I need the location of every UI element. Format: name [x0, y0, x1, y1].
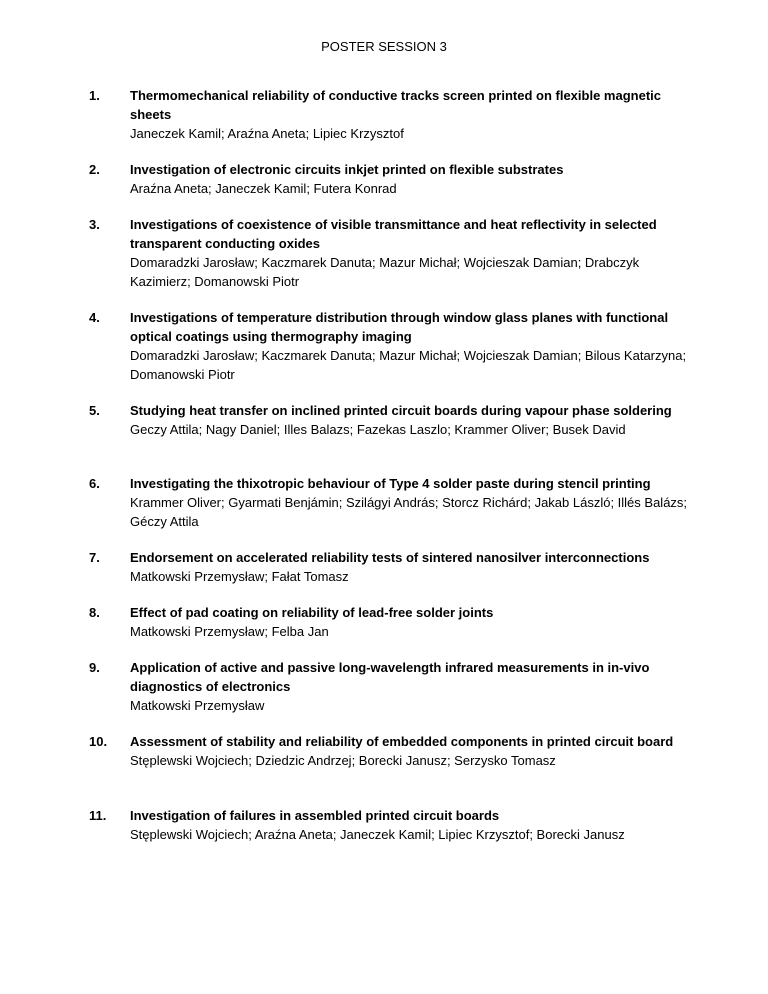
paper-authors: Stęplewski Wojciech; Araźna Aneta; Janeczek Kamil; Lipiec Krzysztof; Borecki Janusz [130, 827, 625, 842]
paper-authors: Krammer Oliver; Gyarmati Benjámin; Szilágyi András; Storcz Richárd; Jakab László; Illés Balázs; Géczy Attila [130, 495, 688, 529]
paper-number: 5. [89, 403, 100, 418]
paper-authors: Stęplewski Wojciech; Dziedzic Andrzej; Borecki Janusz; Serzysko Tomasz [130, 753, 556, 768]
paper-number: 4. [89, 310, 100, 325]
paper-number: 11. [89, 808, 107, 823]
paper-number: 10. [89, 734, 108, 749]
paper-content [130, 603, 690, 641]
paper-title: Assessment of stability and reliability of embedded components in printed circuit board [130, 734, 674, 749]
paper-title: Thermomechanical reliability of conductive tracks screen printed on flexible magnetic sheets [130, 88, 661, 122]
paper-content [130, 474, 690, 531]
paper-authors: Matkowski Przemysław [130, 698, 265, 713]
paper-number: 2. [89, 162, 100, 177]
paper-content [130, 86, 690, 143]
paper-title: Studying heat transfer on inclined printed circuit boards during vapour phase soldering [130, 403, 672, 418]
paper-title: Effect of pad coating on reliability of lead-free solder joints [130, 605, 494, 620]
paper-number: 1. [89, 88, 100, 103]
page-title: POSTER SESSION 3 [321, 39, 447, 54]
paper-title: Investigation of electronic circuits inkjet printed on flexible substrates [130, 162, 564, 177]
paper-content [130, 308, 690, 384]
paper-title: Endorsement on accelerated reliability tests of sintered nanosilver interconnections [130, 550, 650, 565]
paper-authors: Geczy Attila; Nagy Daniel; Illes Balazs; Fazekas Laszlo; Krammer Oliver; Busek David [130, 422, 626, 437]
paper-authors: Matkowski Przemysław; Felba Jan [130, 624, 329, 639]
paper-title: Investigating the thixotropic behaviour of Type 4 solder paste during stencil printing [130, 476, 651, 491]
paper-title: Investigations of coexistence of visible transmittance and heat reflectivity in selected transparent conducting oxides [130, 217, 657, 251]
paper-title: Application of active and passive long-wavelength infrared measurements in in-vivo diagnostics of electronics [130, 660, 650, 694]
paper-number: 6. [89, 476, 100, 491]
paper-content [130, 806, 690, 844]
paper-number: 8. [89, 605, 100, 620]
paper-content [130, 548, 690, 586]
paper-number: 9. [89, 660, 100, 675]
paper-number: 7. [89, 550, 100, 565]
paper-authors: Domaradzki Jarosław; Kaczmarek Danuta; Mazur Michał; Wojcieszak Damian; Bilous Katarzyna; Domanowski Piotr [130, 348, 687, 382]
paper-title: Investigations of temperature distribution through window glass planes with functional optical coatings using thermography imaging [130, 310, 669, 344]
paper-content [130, 658, 690, 715]
paper-title: Investigation of failures in assembled printed circuit boards [130, 808, 500, 823]
paper-number: 3. [89, 217, 100, 232]
paper-content [130, 160, 690, 198]
paper-authors: Domaradzki Jarosław; Kaczmarek Danuta; Mazur Michał; Wojcieszak Damian; Drabczyk Kazimierz; Domanowski Piotr [130, 255, 640, 289]
paper-content [130, 732, 690, 770]
paper-authors: Matkowski Przemysław; Fałat Tomasz [130, 569, 349, 584]
paper-authors: Janeczek Kamil; Araźna Aneta; Lipiec Krzysztof [130, 126, 404, 141]
paper-content [130, 401, 690, 439]
paper-content [130, 215, 690, 291]
paper-authors: Araźna Aneta; Janeczek Kamil; Futera Konrad [130, 181, 397, 196]
